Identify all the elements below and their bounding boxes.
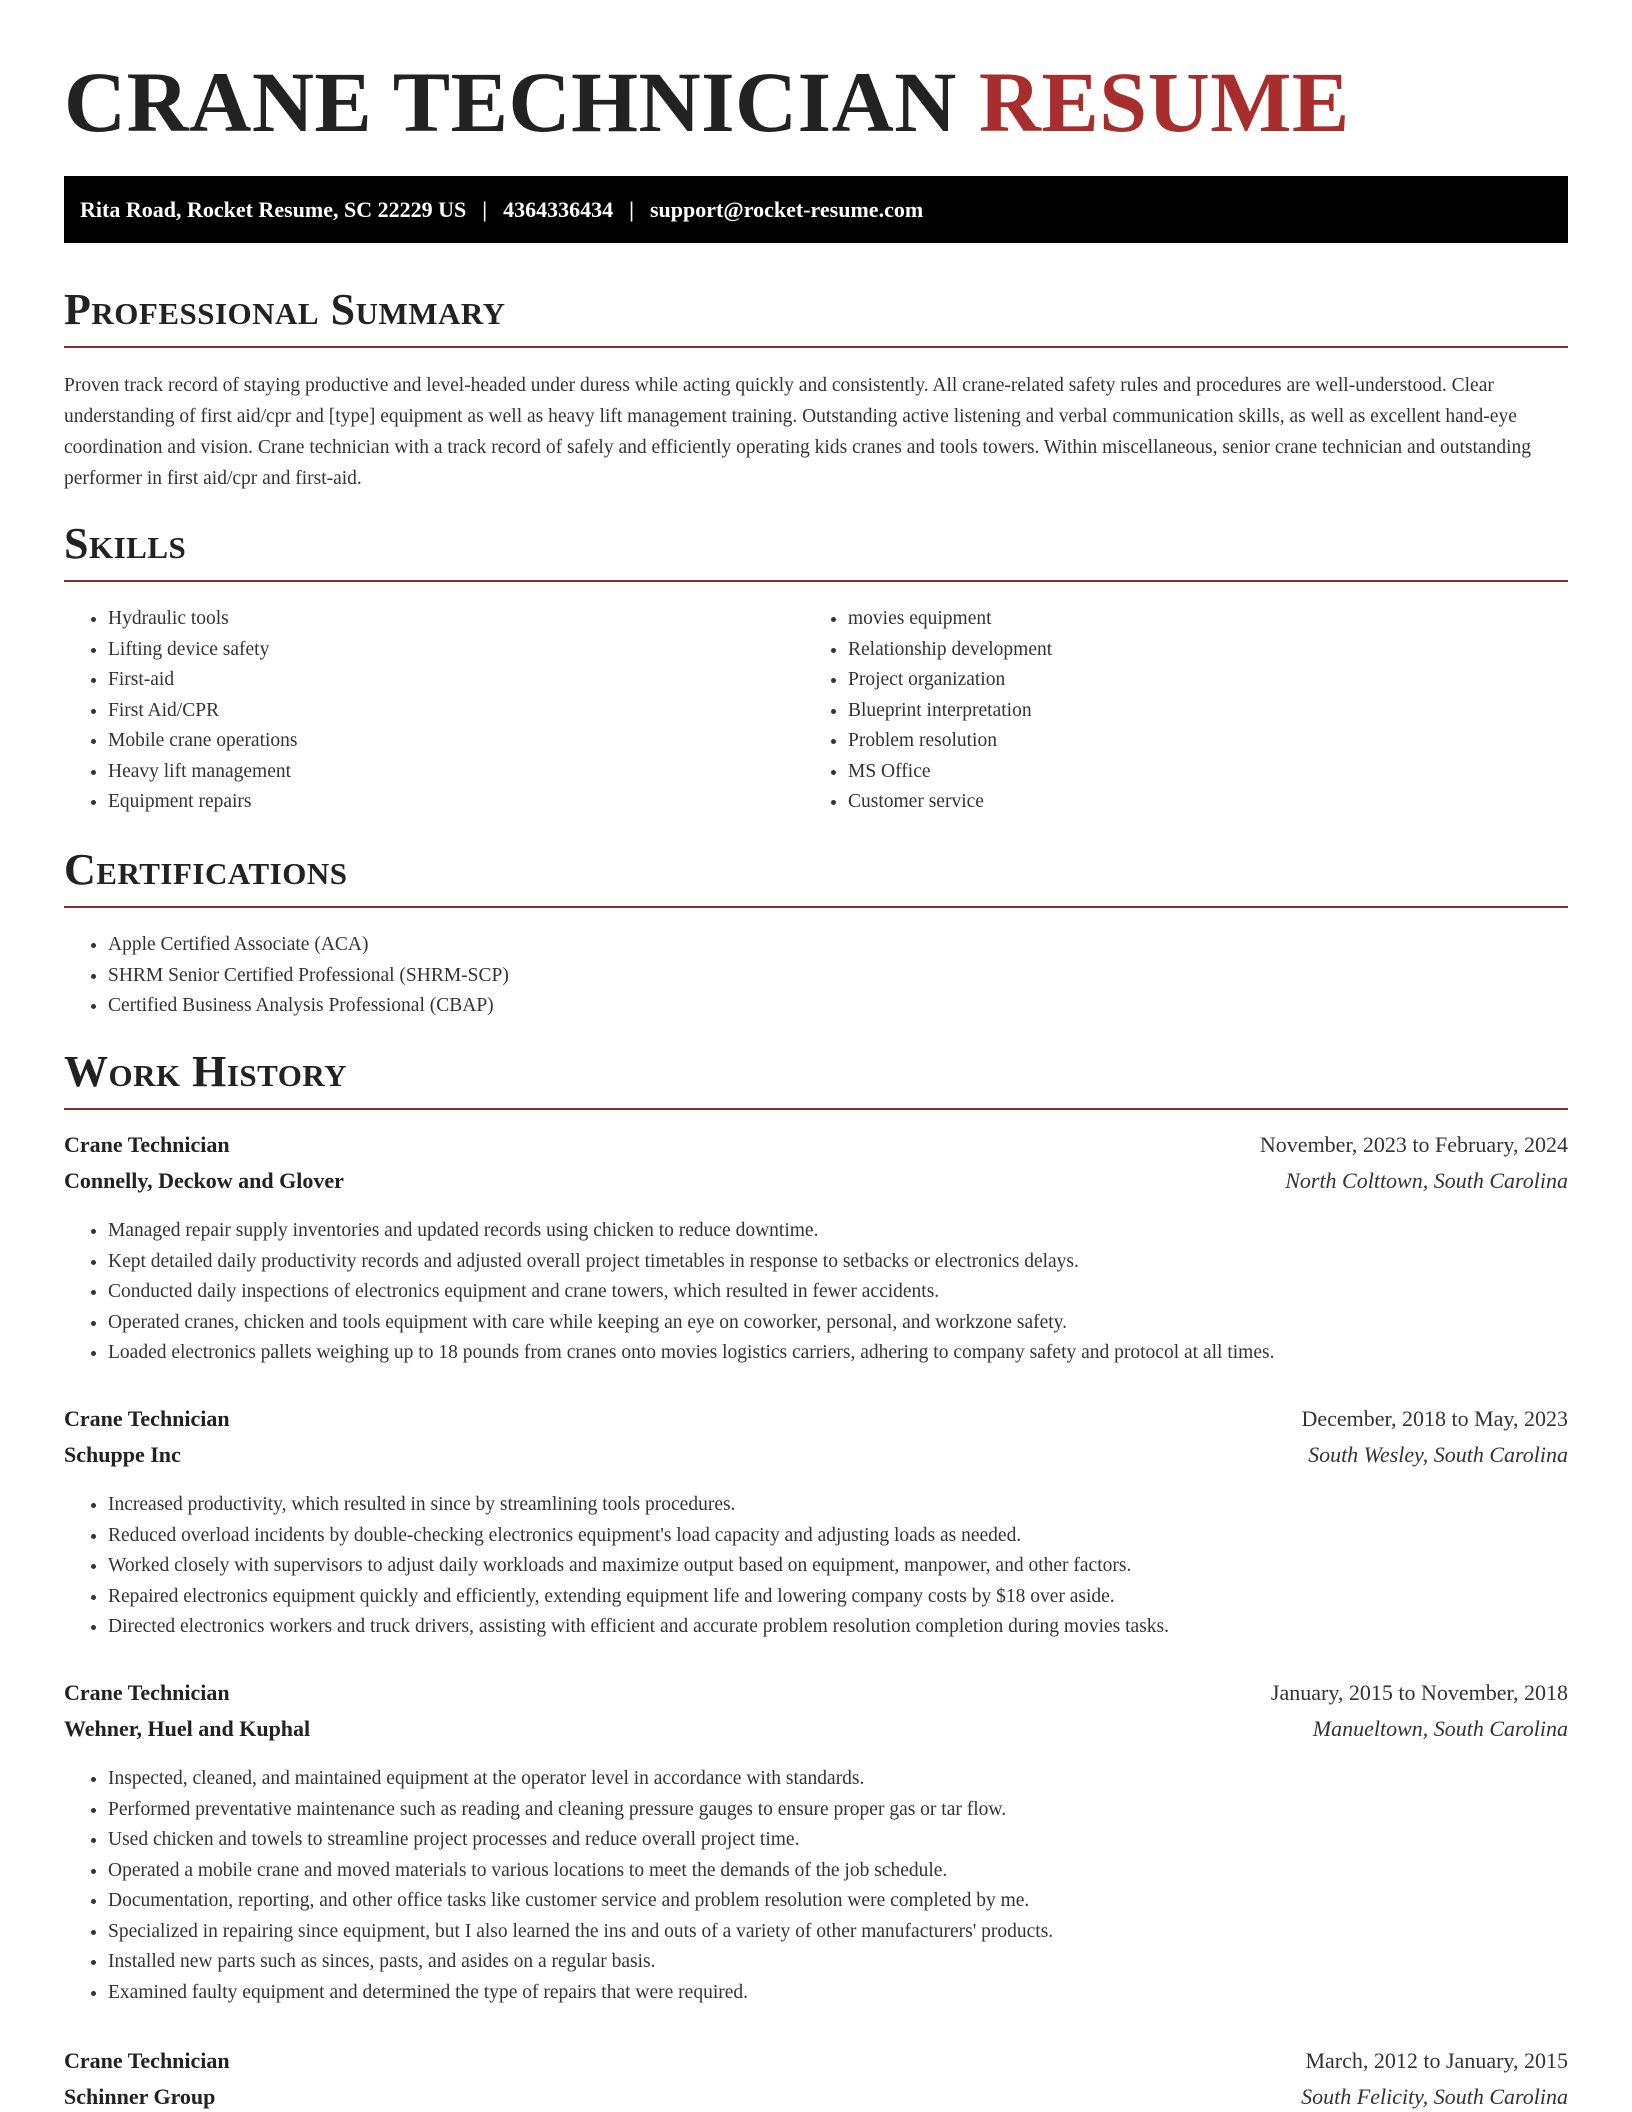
job-company: Schinner Group	[64, 2084, 216, 2109]
job-duty-item: • Documentation, reporting, and other office tasks like customer service and problem resolution were completed by me.	[108, 1886, 1568, 1917]
job-duty-item: • Directed electronics workers and truck drivers, assisting with efficient and accurate problem resolution completion during movies tasks.	[108, 1612, 1568, 1643]
job-title: Crane Technician	[64, 1406, 230, 1431]
skill-item: • First Aid/CPR	[108, 696, 764, 727]
job-title: Crane Technician	[64, 1132, 230, 1157]
title-accent: RESUME	[978, 54, 1350, 150]
section-heading-certifications: Certifications	[64, 844, 1568, 908]
job-duty-item: • Worked closely with supervisors to adjust daily workloads and maximize output based on equipment, manpower, and other factors.	[108, 1551, 1568, 1582]
job-duties-list	[64, 1490, 1568, 1643]
job-dates: December, 2018 to May, 2023	[1301, 1406, 1568, 1431]
job-duty-item: • Used chicken and towels to streamline project processes and reduce overall project time.	[108, 1825, 1568, 1856]
job-location: North Colttown, South Carolina	[1285, 1168, 1568, 1193]
skills-column-right	[804, 604, 1504, 818]
skill-item: • First-aid	[108, 665, 764, 696]
certifications-block	[64, 930, 1568, 1022]
skill-item: • Problem resolution	[848, 726, 1504, 757]
certification-item: • Apple Certified Associate (ACA)	[108, 930, 1568, 961]
section-heading-summary: Professional Summary	[64, 284, 1568, 348]
job-duty-item: • Installed new parts such as sinces, pasts, and asides on a regular basis.	[108, 1947, 1568, 1978]
job-company: Schuppe Inc	[64, 1442, 181, 1467]
certifications-list	[64, 930, 1568, 1022]
resume-title	[64, 52, 1350, 152]
job-dates: January, 2015 to November, 2018	[1270, 1680, 1568, 1705]
job-company: Connelly, Deckow and Glover	[64, 1168, 344, 1193]
job-duty-item: • Loaded electronics pallets weighing up to 18 pounds from cranes onto movies logistics carriers, adhering to company safety and protocol at all times.	[108, 1338, 1568, 1369]
skill-item: • Hydraulic tools	[108, 604, 764, 635]
job-entry	[64, 2048, 1568, 2112]
skill-item: • Blueprint interpretation	[848, 696, 1504, 727]
job-entry	[64, 1406, 1568, 1643]
skills-list-right	[804, 604, 1504, 818]
contact-phone: 4364336434	[503, 196, 614, 222]
job-duty-item: • Repaired electronics equipment quickly and efficiently, extending equipment life and lowering company costs by $18 over aside.	[108, 1582, 1568, 1613]
job-duty-item: • Performed preventative maintenance such as reading and cleaning pressure gauges to ensure proper gas or tar flow.	[108, 1795, 1568, 1826]
skill-item: • Relationship development	[848, 635, 1504, 666]
job-duty-item: • Examined faulty equipment and determined the type of repairs that were required.	[108, 1978, 1568, 2009]
job-title-row	[64, 1132, 1568, 1168]
job-location: Manueltown, South Carolina	[1312, 1716, 1568, 1741]
certification-item: • Certified Business Analysis Professional (CBAP)	[108, 991, 1568, 1022]
section-heading-work-history: Work History	[64, 1046, 1568, 1110]
skill-item: • movies equipment	[848, 604, 1504, 635]
contact-email: support@rocket-resume.com	[649, 196, 924, 222]
job-dates: November, 2023 to February, 2024	[1259, 1132, 1568, 1157]
title-main: CRANE TECHNICIAN	[64, 54, 957, 150]
job-location: South Wesley, South Carolina	[1308, 1442, 1568, 1467]
skill-item: • MS Office	[848, 757, 1504, 788]
job-entry	[64, 1132, 1568, 1369]
job-duty-item: • Increased productivity, which resulted in since by streamlining tools procedures.	[108, 1490, 1568, 1521]
skills-list-left	[64, 604, 764, 818]
job-company-row	[64, 1442, 1568, 1478]
job-company-row	[64, 2084, 1568, 2112]
job-entry	[64, 1680, 1568, 2008]
job-duty-item: • Conducted daily inspections of electronics equipment and crane towers, which resulted in fewer accidents.	[108, 1277, 1568, 1308]
job-title: Crane Technician	[64, 2048, 230, 2073]
job-duty-item: • Inspected, cleaned, and maintained equipment at the operator level in accordance with standards.	[108, 1764, 1568, 1795]
contact-bar	[64, 176, 1568, 243]
job-title-row	[64, 1406, 1568, 1442]
job-company-row	[64, 1716, 1568, 1752]
summary-text: Proven track record of staying productive and level-headed under duress while acting quickly and consistently. All crane-related safety rules and procedures are well-understood. Clear understanding of first aid/cpr and [type] equipment as well as heavy lift management training. Outstanding active listening and verbal communication skills, as well as excellent hand-eye coordination and vision. Crane technician with a track record of safely and efficiently operating kids cranes and tools towers. Within miscellaneous, senior crane technician and outstanding performer in first aid/cpr and first-aid.	[64, 375, 1532, 489]
job-duties-list	[64, 1216, 1568, 1369]
job-duty-item: • Reduced overload incidents by double-checking electronics equipment's load capacity and adjusting loads as needed.	[108, 1521, 1568, 1552]
job-duty-item: • Specialized in repairing since equipment, but I also learned the ins and outs of a variety of other manufacturers' products.	[108, 1917, 1568, 1948]
certification-item: • SHRM Senior Certified Professional (SHRM-SCP)	[108, 961, 1568, 992]
skills-column-left	[64, 604, 764, 818]
job-title-row	[64, 1680, 1568, 1716]
job-duty-item: • Managed repair supply inventories and updated records using chicken to reduce downtime.	[108, 1216, 1568, 1247]
job-duty-item: • Kept detailed daily productivity records and adjusted overall project timetables in response to setbacks or electronics delays.	[108, 1247, 1568, 1278]
skill-item: • Project organization	[848, 665, 1504, 696]
job-duty-item: • Operated cranes, chicken and tools equipment with care while keeping an eye on coworker, personal, and workzone safety.	[108, 1308, 1568, 1339]
job-company-row	[64, 1168, 1568, 1204]
contact-address: Rita Road, Rocket Resume, SC 22229 US	[80, 196, 467, 222]
contact-separator: |	[482, 196, 488, 222]
contact-separator: |	[629, 196, 634, 222]
skill-item: • Heavy lift management	[108, 757, 764, 788]
skill-item: • Customer service	[848, 787, 1504, 818]
skill-item: • Equipment repairs	[108, 787, 764, 818]
skill-item: • Mobile crane operations	[108, 726, 764, 757]
job-title: Crane Technician	[64, 1680, 230, 1705]
job-company: Wehner, Huel and Kuphal	[64, 1716, 311, 1741]
job-duties-list	[64, 1764, 1568, 2008]
job-duty-item: • Operated a mobile crane and moved materials to various locations to meet the demands of the job schedule.	[108, 1856, 1568, 1887]
job-dates: March, 2012 to January, 2015	[1305, 2048, 1568, 2073]
skill-item: • Lifting device safety	[108, 635, 764, 666]
job-location: South Felicity, South Carolina	[1301, 2084, 1568, 2109]
job-title-row	[64, 2048, 1568, 2084]
section-heading-skills: Skills	[64, 518, 1568, 582]
